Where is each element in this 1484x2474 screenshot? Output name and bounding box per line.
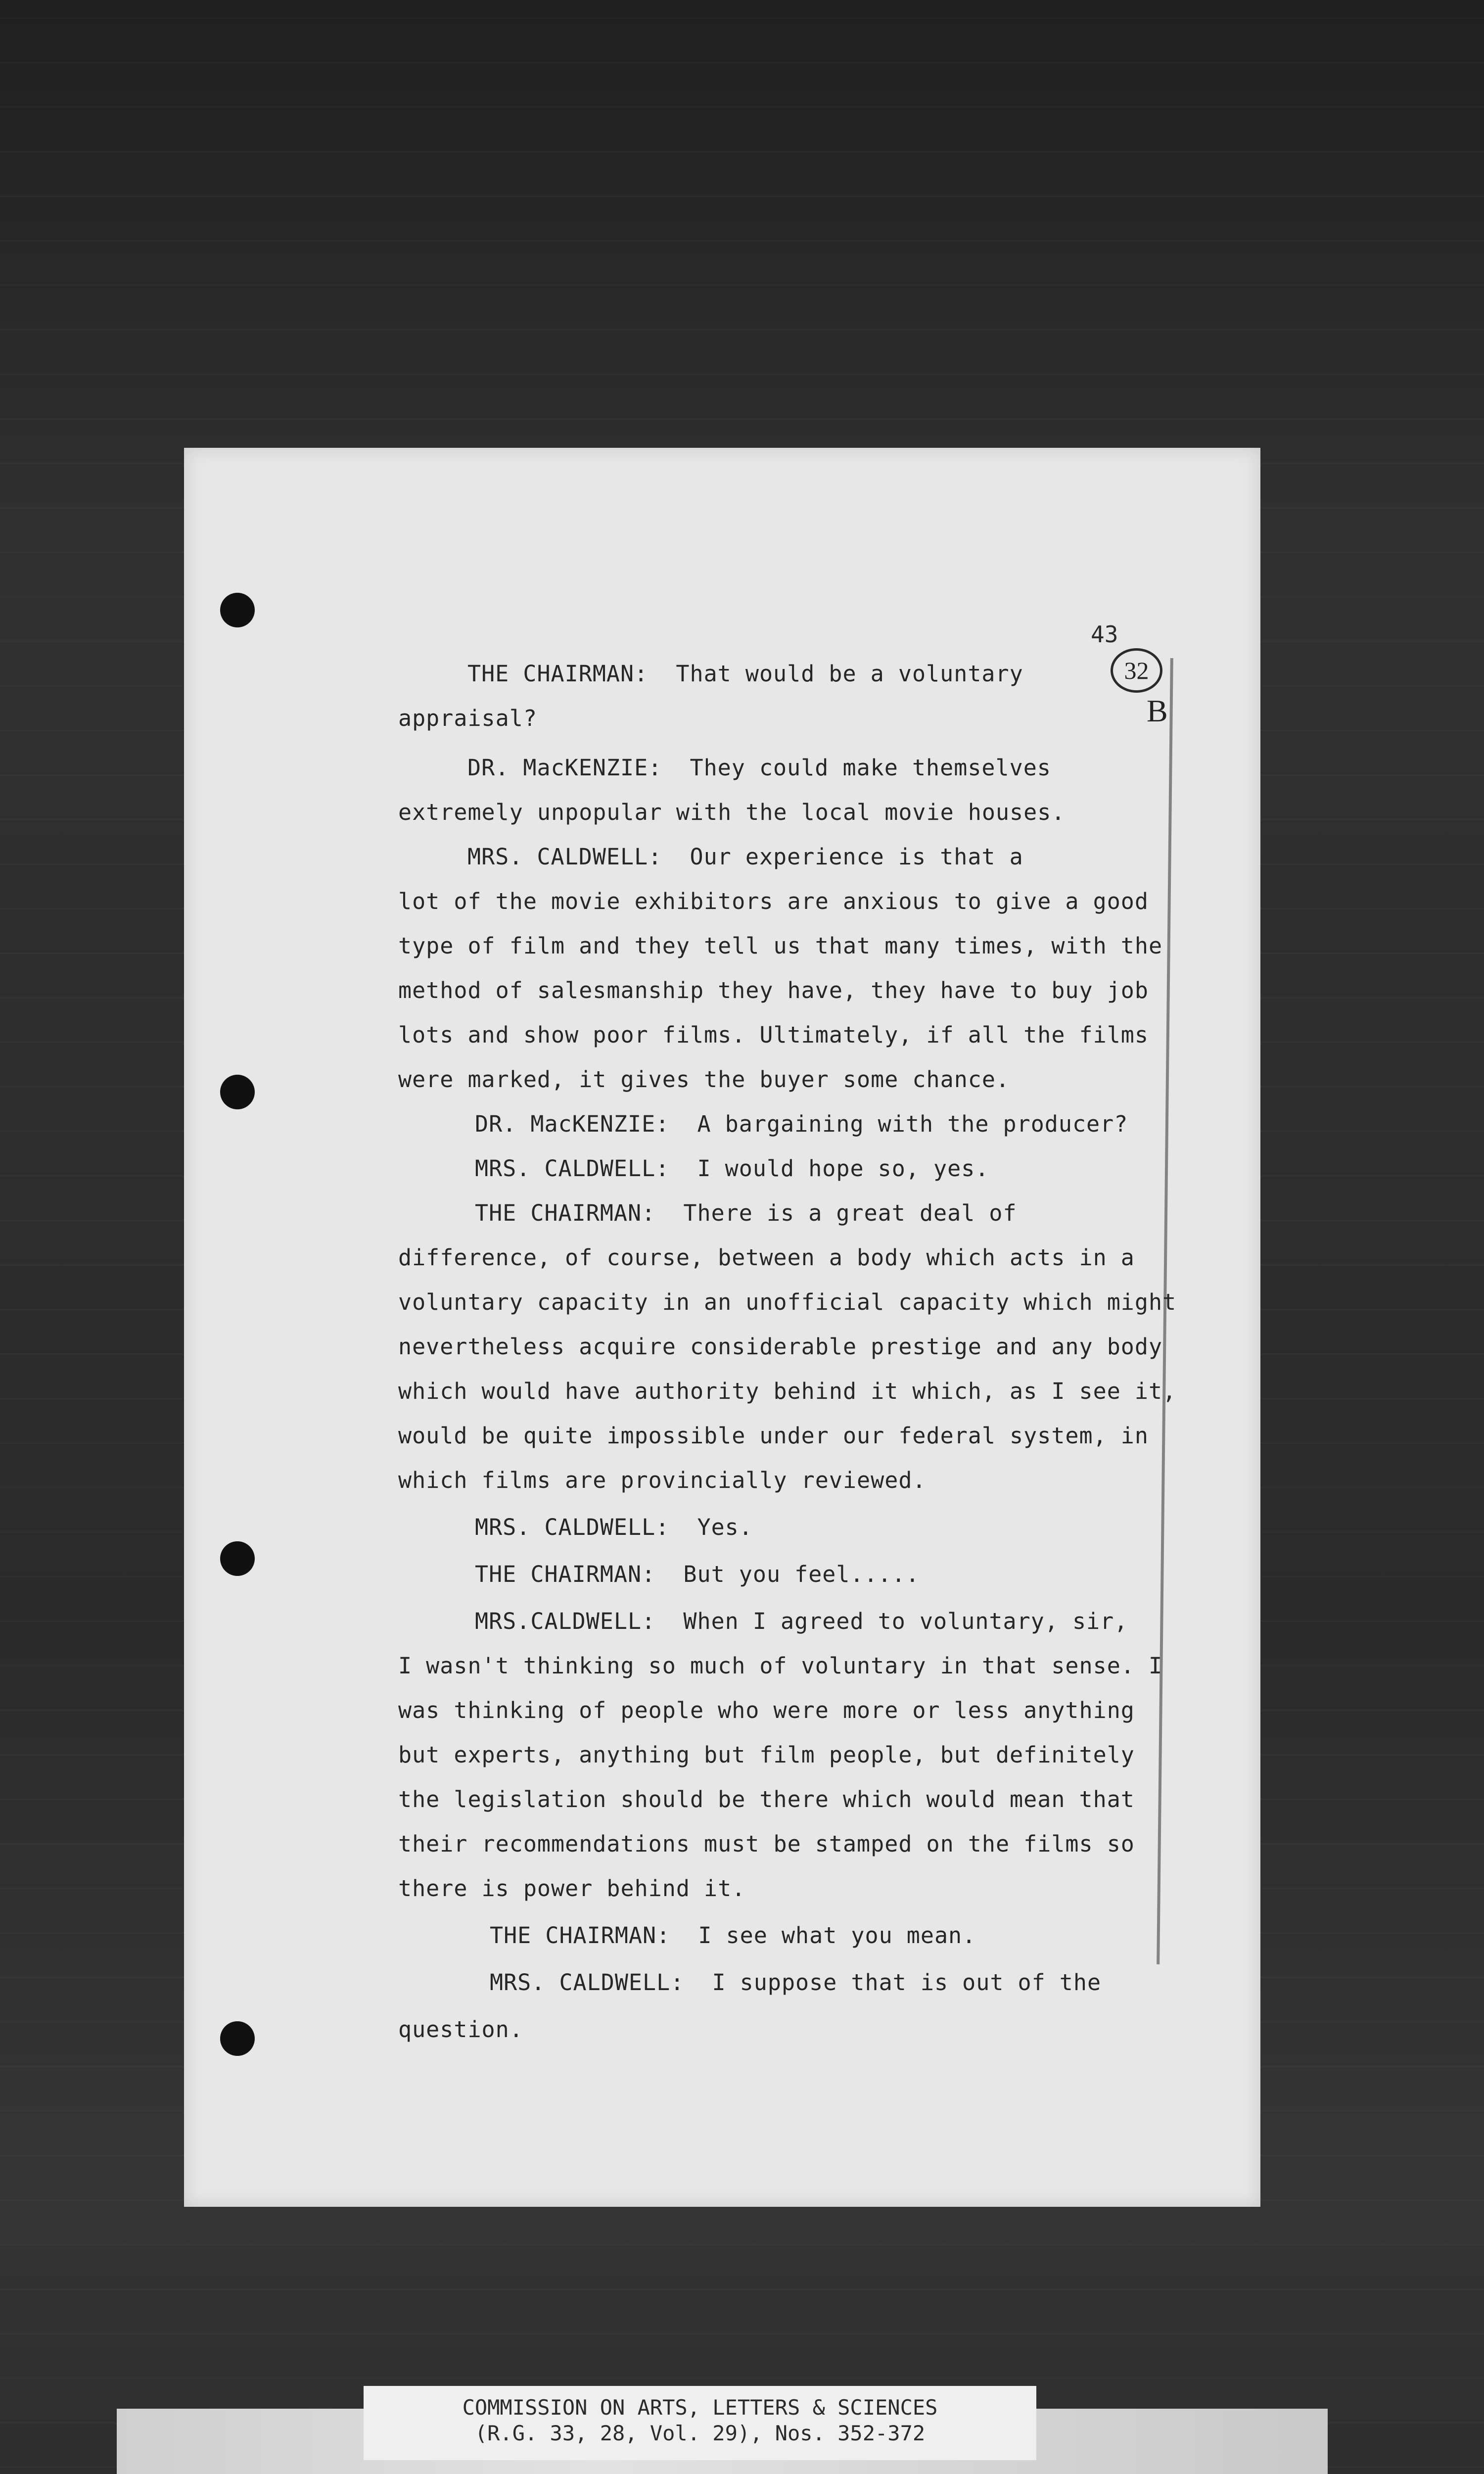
- page-number: 43: [1091, 621, 1118, 648]
- transcript-line: voluntary capacity in an unofficial capacity which might: [398, 1289, 1177, 1315]
- folio-suffix: B: [1147, 693, 1168, 728]
- transcript-line: lot of the movie exhibitors are anxious to give a good: [398, 888, 1149, 914]
- transcript-line: THE CHAIRMAN: I see what you mean.: [490, 1922, 976, 1949]
- binder-hole-3: [220, 1541, 255, 1576]
- transcript-line: method of salesmanship they have, they have to buy job: [398, 977, 1149, 1003]
- commission-title: COMMISSION ON ARTS, LETTERS & SCIENCES: [462, 2395, 938, 2420]
- transcript-line: would be quite impossible under our federal system, in: [398, 1423, 1149, 1449]
- transcript-line: lots and show poor films. Ultimately, if all the films: [398, 1022, 1149, 1048]
- transcript-line: type of film and they tell us that many times, with the: [398, 933, 1163, 959]
- transcript-line: was thinking of people who were more or less anything: [398, 1697, 1135, 1723]
- commission-reference: (R.G. 33, 28, Vol. 29), Nos. 352-372: [474, 2421, 926, 2445]
- transcript-line: were marked, it gives the buyer some chance.: [398, 1066, 1010, 1093]
- transcript-line: their recommendations must be stamped on the films so: [398, 1831, 1135, 1857]
- transcript-line: the legislation should be there which would mean that: [398, 1786, 1135, 1812]
- binder-hole-2: [220, 1075, 255, 1109]
- transcript-line: MRS. CALDWELL: I would hope so, yes.: [475, 1155, 989, 1182]
- transcript-line: difference, of course, between a body which acts in a: [398, 1244, 1135, 1271]
- transcript-line: DR. MacKENZIE: They could make themselves: [467, 755, 1051, 781]
- transcript-line: MRS.CALDWELL: When I agreed to voluntary, sir,: [475, 1608, 1128, 1634]
- folio-circle: [1111, 648, 1162, 693]
- transcript-line: question.: [398, 2016, 523, 2043]
- transcript-line: MRS. CALDWELL: Yes.: [475, 1514, 753, 1540]
- transcript-line: I wasn't thinking so much of voluntary in that sense. I: [398, 1653, 1163, 1679]
- binder-hole-1: [220, 593, 255, 627]
- folio-number: 32: [1124, 657, 1149, 684]
- transcript-line: MRS. CALDWELL: I suppose that is out of the: [490, 1969, 1102, 1996]
- transcript-line: THE CHAIRMAN: There is a great deal of: [475, 1200, 1017, 1226]
- transcript-line: appraisal?: [398, 705, 537, 731]
- transcript-line: which films are provincially reviewed.: [398, 1467, 927, 1493]
- binder-hole-4: [220, 2021, 255, 2056]
- commission-slip: [364, 2386, 1036, 2460]
- transcript-line: MRS. CALDWELL: Our experience is that a: [467, 844, 1023, 870]
- transcript-line: THE CHAIRMAN: That would be a voluntary: [467, 661, 1023, 687]
- transcript-line: THE CHAIRMAN: But you feel.....: [475, 1561, 920, 1587]
- transcript-line: DR. MacKENZIE: A bargaining with the producer?: [475, 1111, 1128, 1137]
- transcript-line: there is power behind it.: [398, 1875, 746, 1902]
- transcript-line: but experts, anything but film people, but definitely: [398, 1742, 1135, 1768]
- transcript-line: nevertheless acquire considerable prestige and any body: [398, 1333, 1163, 1360]
- transcript-line: which would have authority behind it which, as I see it,: [398, 1378, 1177, 1404]
- transcript-line: extremely unpopular with the local movie houses.: [398, 799, 1066, 825]
